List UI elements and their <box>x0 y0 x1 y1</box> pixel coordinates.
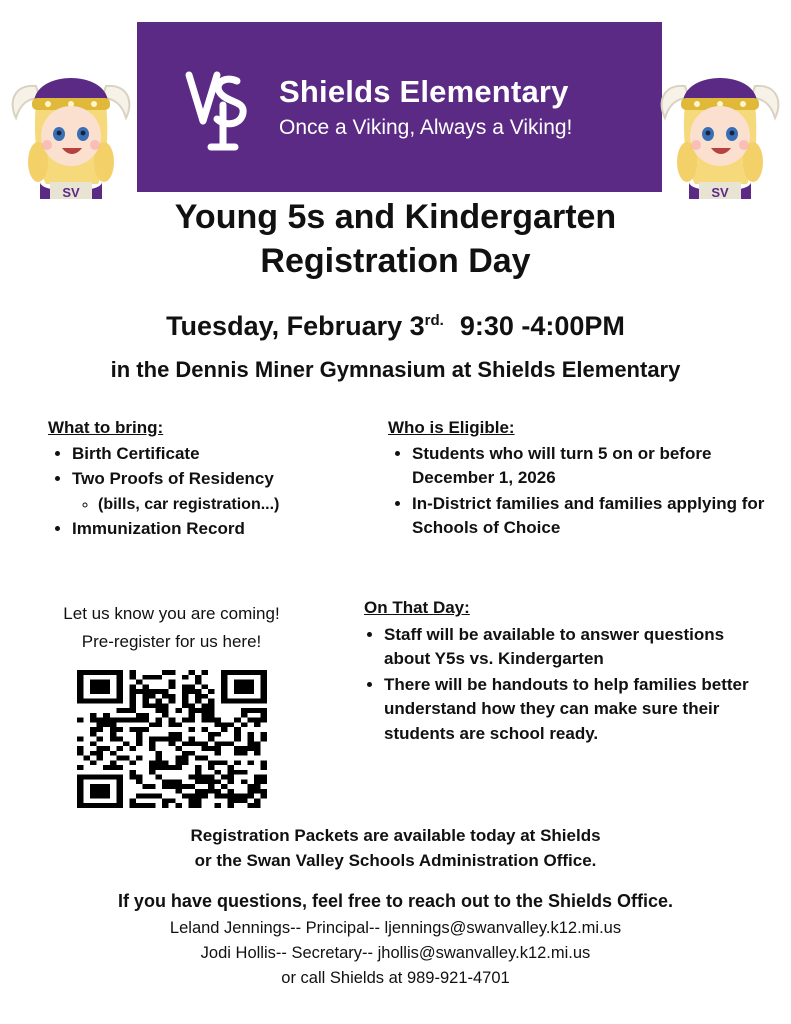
event-time: 9:30 -4:00PM <box>459 311 625 341</box>
contact-secretary: Jodi Hollis-- Secretary-- jhollis@swanvalley.k12.mi.us <box>200 944 591 963</box>
who-is-eligible-list <box>388 442 768 541</box>
header-banner <box>137 22 662 192</box>
questions-line: If you have questions, feel free to reach out to the Shields Office. <box>117 891 674 912</box>
page-title-line1: Young 5s and Kindergarten <box>174 198 617 236</box>
sv-monogram-logo-icon <box>173 61 261 153</box>
list-item: ◦ (bills, car registration...) <box>98 493 378 516</box>
header-text-group <box>279 75 572 139</box>
who-is-eligible-section <box>388 418 768 542</box>
what-to-bring-section <box>48 418 378 543</box>
list-item: • Birth Certificate <box>72 442 378 466</box>
event-date: Tuesday, February 3 <box>166 311 425 341</box>
list-item: • Two Proofs of Residency <box>72 467 378 491</box>
contact-info <box>0 916 791 990</box>
list-item: • In-District families and families applying for Schools of Choice <box>412 492 768 541</box>
list-item: • Students who will turn 5 on or before December 1, 2026 <box>412 442 768 491</box>
on-that-day-section <box>360 598 760 747</box>
registration-packets-note <box>0 824 791 873</box>
list-item: • Immunization Record <box>72 517 378 541</box>
what-to-bring-sublist <box>72 493 378 516</box>
footer-section <box>0 824 791 991</box>
list-item: • Staff will be available to answer questions about Y5s vs. Kindergarten <box>384 623 760 672</box>
packets-line2: or the Swan Valley Schools Administration Office. <box>194 850 597 870</box>
qr-code-icon[interactable] <box>77 670 267 808</box>
event-datetime <box>0 311 791 342</box>
what-to-bring-list <box>48 442 378 542</box>
svg-text:SV: SV <box>62 185 80 199</box>
school-tagline: Once a Viking, Always a Viking! <box>279 116 573 139</box>
school-name: Shields Elementary <box>279 73 569 109</box>
contact-principal: Leland Jennings-- Principal-- ljennings@swanvalley.k12.mi.us <box>169 919 622 938</box>
what-to-bring-heading: What to bring: <box>48 418 164 437</box>
on-that-day-heading: On That Day: <box>364 598 470 617</box>
preregister-line2: Pre-register for us here! <box>81 631 262 651</box>
svg-text:SV: SV <box>711 185 729 199</box>
page-title <box>0 196 791 283</box>
page-title-line2: Registration Day <box>260 241 531 280</box>
viking-mascot-left-icon <box>6 44 136 199</box>
preregister-line1: Let us know you are coming! <box>63 604 280 623</box>
list-item: • There will be handouts to help families better understand how they can make sure their students are school ready. <box>384 673 760 746</box>
on-that-day-list <box>360 623 760 746</box>
who-is-eligible-heading: Who is Eligible: <box>388 418 515 437</box>
viking-mascot-right-icon <box>655 44 785 199</box>
packets-line1: Registration Packets are available today at Shields <box>190 826 601 845</box>
event-date-ordinal: rd. <box>424 312 444 329</box>
event-location: in the Dennis Miner Gymnasium at Shields Elementary <box>110 357 681 382</box>
preregister-section <box>34 602 309 808</box>
contact-phone: or call Shields at 989-921-4701 <box>281 968 510 987</box>
